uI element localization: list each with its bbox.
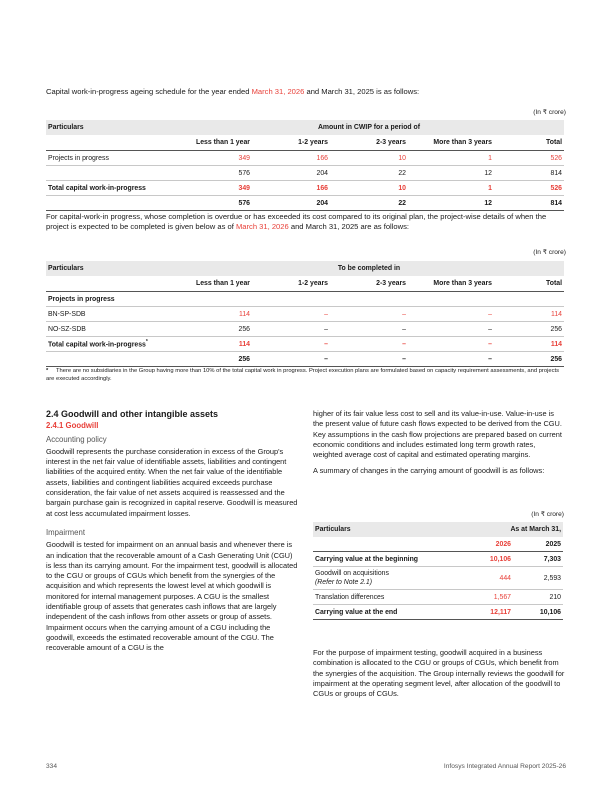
- summary-intro: A summary of changes in the carrying amount of goodwill is as follows:: [313, 466, 545, 476]
- year-header: 2026: [453, 537, 513, 552]
- cell: 526: [494, 181, 564, 196]
- table-row: [46, 196, 564, 211]
- cell: 256: [494, 322, 564, 337]
- cell: 576: [174, 166, 252, 181]
- cell: 10,106: [453, 552, 513, 567]
- particulars-header: Particulars: [46, 261, 174, 276]
- particulars-header: Particulars: [313, 522, 453, 537]
- cell: –: [330, 322, 408, 337]
- cell: 256: [494, 352, 564, 367]
- section-row: [46, 292, 564, 307]
- subsection-heading: 2.4.1 Goodwill: [46, 421, 99, 431]
- col-header: 2-3 years: [330, 135, 408, 151]
- row-label: Total capital work-in-progress*: [46, 337, 174, 352]
- goodwill-table: [313, 522, 563, 620]
- cell: –: [408, 307, 494, 322]
- overdue-projects-table: [46, 261, 564, 367]
- cell: 12: [408, 196, 494, 211]
- table-row: [46, 166, 564, 181]
- col-header: 2-3 years: [330, 276, 408, 292]
- cell: 12,117: [453, 605, 513, 620]
- overdue-projects-intro: For capital-work-in progress, whose completion is overdue or has exceeded its cost compared to its original plan, the project-wise details of when the project is expected to be completed is given below as of March 31, 2026 and March 31, 2025 are as follows:: [46, 212, 547, 231]
- table-row: [46, 322, 564, 337]
- cell: 22: [330, 196, 408, 211]
- table-row: [313, 552, 563, 567]
- unit-label: (In ₹ crore): [531, 511, 564, 518]
- col-header: More than 3 years: [408, 276, 494, 292]
- group-header: As at March 31,: [453, 522, 563, 537]
- cell: –: [408, 352, 494, 367]
- cell: 204: [252, 196, 330, 211]
- cell: 256: [174, 322, 252, 337]
- cell: –: [330, 352, 408, 367]
- year-header: 2025: [513, 537, 563, 552]
- goodwill-paragraph: Goodwill represents the purchase consideration in excess of the Group's interest in the net fair value of identifiable assets, liabilities and contingent liabilities of the acquired entity. When the net fair value of the identifiable assets, liabilities and contingent liabilities acquired exceeds purchase consideration, the fair value of net assets acquired is reassessed and the bargain purchase gain is recognized in capital reserve. Goodwill is measured at cost less accumulated impairment losses.: [46, 446, 298, 518]
- cell: –: [408, 322, 494, 337]
- table-row: [313, 590, 563, 605]
- row-label: Projects in progress: [46, 151, 174, 166]
- cell: 10: [330, 151, 408, 166]
- policy-heading: Accounting policy: [46, 434, 107, 444]
- left-column: [46, 409, 298, 654]
- impairment-heading: Impairment: [46, 527, 85, 537]
- impairment-testing-paragraph: For the purpose of impairment testing, goodwill acquired in a business combination is allocated to the CGU or groups of CGUs, which benefit from the synergies of the acquisition. The Group internally reviews the goodwill for impairment at the operating segment level, after allocation of the goodwill to CGUs or groups of CGUs.: [313, 648, 565, 699]
- cell: –: [252, 352, 330, 367]
- cell: 7,303: [513, 552, 563, 567]
- particulars-header: Particulars: [46, 120, 174, 135]
- cell: 210: [513, 590, 563, 605]
- cell: 114: [174, 307, 252, 322]
- cell: –: [252, 307, 330, 322]
- table-row: [46, 151, 564, 166]
- cell: 114: [174, 337, 252, 352]
- cell: 256: [174, 352, 252, 367]
- footnote: * There are no subsidiaries in the Group having more than 10% of the total capital work in progress. Project execution plans are formulated based on capacity requirement assessments, and projects are executed accordingly.: [46, 368, 559, 382]
- report-title: Infosys Integrated Annual Report 2025-26: [443, 763, 566, 770]
- cell: 814: [494, 196, 564, 211]
- group-header: To be completed in: [174, 261, 564, 276]
- cell: –: [330, 337, 408, 352]
- row-label: Total capital work-in-progress: [46, 181, 174, 196]
- cell: 1: [408, 151, 494, 166]
- cell: 1: [408, 181, 494, 196]
- table-row: [313, 567, 563, 590]
- col-header: Total: [494, 276, 564, 292]
- row-label: Goodwill on acquisitions (Refer to Note 2.1): [313, 567, 453, 590]
- cwip-ageing-table: [46, 120, 564, 211]
- unit-label: (In ₹ crore): [533, 109, 566, 116]
- row-label: NO-SZ-SDB: [46, 322, 174, 337]
- cell: 444: [453, 567, 513, 590]
- cell: –: [408, 337, 494, 352]
- cell: 204: [252, 166, 330, 181]
- value-in-use-paragraph: higher of its fair value less cost to sell and its value-in-use. Value-in-use is the present value of future cash flows expected to be derived from the CGU. Key assumptions in the cash flow projections are prepared based on current economic conditions and includes estimated long term growth rates, weighted average cost of capital and estimated operating margins.: [313, 409, 562, 460]
- cell: 349: [174, 181, 252, 196]
- right-column: [313, 409, 565, 477]
- col-header: 1-2 years: [252, 135, 330, 151]
- section-heading: 2.4 Goodwill and other intangible assets: [46, 409, 219, 419]
- row-label: Carrying value at the end: [313, 605, 453, 620]
- unit-label: (In ₹ crore): [533, 249, 566, 256]
- table-row: [313, 605, 563, 620]
- col-header: Less than 1 year: [174, 135, 252, 151]
- cell: 2,593: [513, 567, 563, 590]
- section-label: Projects in progress: [46, 292, 564, 307]
- table-row: [46, 352, 564, 367]
- cell: 114: [494, 307, 564, 322]
- row-label: Carrying value at the beginning: [313, 552, 453, 567]
- table-row: [46, 181, 564, 196]
- cell: –: [252, 322, 330, 337]
- cell: 814: [494, 166, 564, 181]
- cell: 166: [252, 181, 330, 196]
- table-row: [46, 307, 564, 322]
- cell: 1,567: [453, 590, 513, 605]
- cwip-ageing-intro: Capital work-in-progress ageing schedule for the year ended March 31, 2026 and March 31, 2025 is as follows:: [46, 87, 420, 96]
- cell: –: [252, 337, 330, 352]
- cell: 114: [494, 337, 564, 352]
- cell: 526: [494, 151, 564, 166]
- cell: 10,106: [513, 605, 563, 620]
- impairment-paragraph: Goodwill is tested for impairment on an annual basis and whenever there is an indication that the recoverable amount of a Cash Generating Unit (CGU) is less than its carrying amount. For the impairment test, goodwill is allocated to the CGU or groups of CGUs which benefit from the synergies of the acquisition and which represents the lowest level at which goodwill is monitored for internal management purposes. A CGU is the smallest identifiable group of assets that generates cash inflows that are largely independent of the cash inflows from other assets or group of assets. Impairment occurs when the carrying amount of a CGU including the goodwill, exceeds the estimated recoverable amount of the CGU. The recoverable amount of a CGU is the: [46, 540, 298, 653]
- cell: 10: [330, 181, 408, 196]
- cell: 349: [174, 151, 252, 166]
- cell: 22: [330, 166, 408, 181]
- group-header: Amount in CWIP for a period of: [174, 120, 564, 135]
- col-header: More than 3 years: [408, 135, 494, 151]
- cell: –: [330, 307, 408, 322]
- col-header: Less than 1 year: [174, 276, 252, 292]
- col-header: 1-2 years: [252, 276, 330, 292]
- page-number: 334: [46, 763, 58, 770]
- row-label: Translation differences: [313, 590, 453, 605]
- cell: 12: [408, 166, 494, 181]
- row-label: BN-SP-SDB: [46, 307, 174, 322]
- cell: 166: [252, 151, 330, 166]
- col-header: Total: [494, 135, 564, 151]
- table-row: [46, 337, 564, 352]
- cell: 576: [174, 196, 252, 211]
